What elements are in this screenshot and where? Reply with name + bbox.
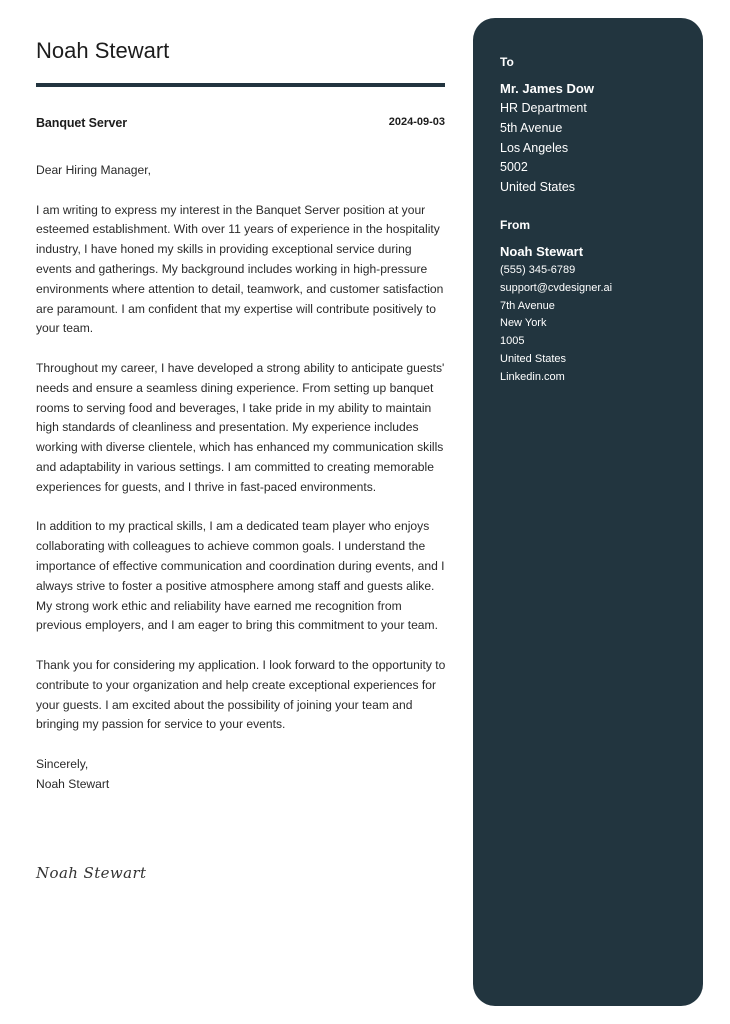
sender-name: Noah Stewart — [500, 243, 584, 259]
sender-email: support@cvdesigner.ai — [500, 281, 613, 294]
job-title: Banquet Server — [36, 116, 127, 130]
to-heading: To — [500, 55, 514, 69]
sender-phone: (555) 345-6789 — [500, 263, 576, 276]
sidebar-content — [500, 55, 690, 387]
sender-website: Linkedin.com — [500, 370, 565, 383]
paragraph-2: Throughout my career, I have developed a strong ability to anticipate guests' needs and ensure a seamless dining experience. From setting up banquet rooms to serving food and beverages, I take pride in my ability to maintain high standards of cleanliness and presentation. My experience includes working with diverse clientele, which has enhanced my communication skills and adaptability in various settings. I am committed to creating memorable experiences for guests, and I thrive in fast-paced environments. — [36, 360, 445, 494]
job-row — [36, 116, 445, 134]
sender-name-heading: Noah Stewart — [36, 38, 170, 63]
recipient-name: Mr. James Dow — [500, 81, 594, 96]
sender-street: 7th Avenue — [500, 299, 555, 312]
sender-city: New York — [500, 317, 547, 330]
letter-date: 2024-09-03 — [388, 116, 445, 128]
sender-country: United States — [500, 352, 567, 365]
signature: Noah Stewart — [36, 864, 147, 882]
recipient-city: Los Angeles — [500, 140, 569, 155]
header-divider — [36, 83, 445, 87]
closing: Sincerely, — [36, 756, 89, 771]
paragraph-3: In addition to my practical skills, I am a dedicated team player who enjoys collaborating with colleagues to achieve common goals. I understand the importance of effective communication and coordination during events, and I always strive to foster a positive atmosphere among staff and guests alike. My strong work ethic and reliability have earned me recognition from previous employers, and I am eager to bring this commitment to your team. — [36, 519, 445, 633]
sender-zip: 1005 — [500, 335, 525, 348]
recipient-street: 5th Avenue — [500, 120, 563, 135]
letter-body — [36, 161, 447, 795]
recipient-zip: 5002 — [500, 160, 528, 175]
contact-sidebar — [473, 18, 703, 1006]
salutation: Dear Hiring Manager, — [36, 163, 151, 177]
paragraph-4: Thank you for considering my application. I look forward to the opportunity to contribute to your organization and help create exceptional experiences for your guests. I am excited about the possibility of joining your team and bringing my passion for service to your events. — [36, 657, 446, 732]
recipient-department: HR Department — [500, 101, 587, 115]
closing-name: Noah Stewart — [36, 776, 110, 791]
paragraph-1: I am writing to express my interest in the Banquet Server position at your esteemed establishment. With over 11 years of experience in the hospitality industry, I have honed my skills in providing exceptional service during events and gatherings. My background includes working in high-pressure environments where attention to detail, teamwork, and customer satisfaction are paramount. I am confident that my expertise will contribute positively to your team. — [36, 202, 444, 336]
recipient-country: United States — [500, 180, 576, 195]
from-heading: From — [500, 217, 530, 232]
